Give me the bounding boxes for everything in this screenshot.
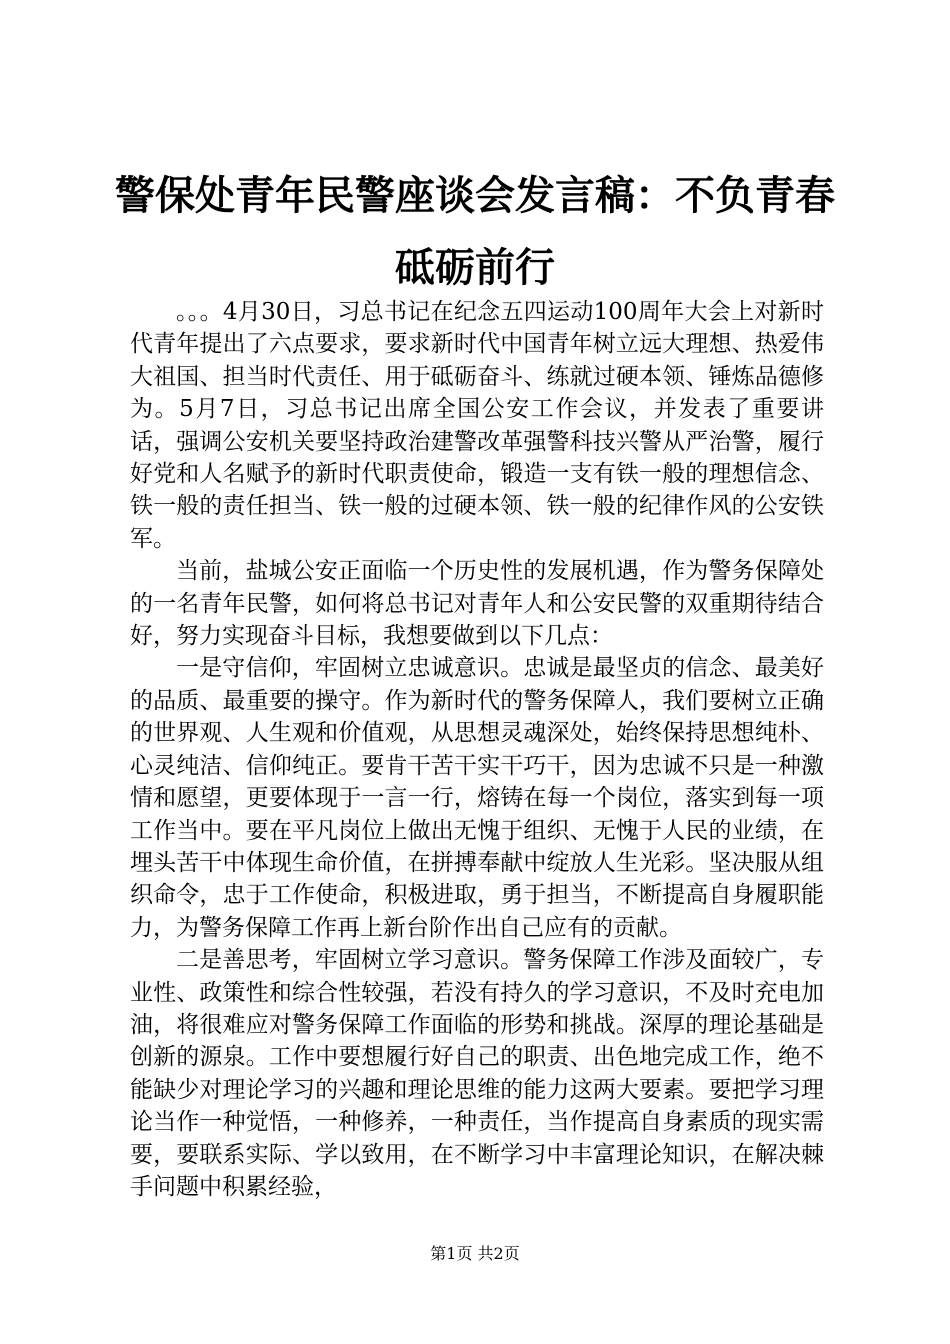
paragraph-2: 当前，盐城公安正面临一个历史性的发展机遇，作为警务保障处的一名青年民警，如何将总书记对青年人和公安民警的双重期待结合好，努力实现奋斗目标，我想要做到以下几点： — [130, 558, 824, 650]
paragraph-4: 二是善思考，牢固树立学习意识。警务保障工作涉及面较广，专业性、政策性和综合性较强，若没有持久的学习意识，不及时充电加油，将很难应对警务保障工作面临的形势和挑战。深厚的理论基础是创新的源泉。工作中要想履行好自己的职责、出色地完成工作，绝不能缺少对理论学习的兴趣和理论思维的能力这两大要素。要把学习理论当作一种觉悟，一种修养，一种责任，当作提高自身素质的现实需要，要联系实际、学以致用，在不断学习中丰富理论知识，在解决棘手问题中积累经验， — [130, 947, 824, 1200]
page-number-footer: 第1页 共2页 — [430, 1244, 520, 1263]
document-title: 警保处青年民警座谈会发言稿：不负青春砥砺前行 — [115, 172, 835, 291]
document-body — [130, 296, 824, 1203]
paragraph-1: 。。。4月30日，习总书记在纪念五四运动100周年大会上对新时代青年提出了六点要求，要求新时代中国青年树立远大理想、热爱伟大祖国、担当时代责任、用于砥砺奋斗、练就过硬本领、锤炼品德修为。5月7日，习总书记出席全国公安工作会议，并发表了重要讲话，强调公安机关要坚持政治建警改革强警科技兴警从严治警，履行好党和人名赋予的新时代职责使命，锻造一支有铁一般的理想信念、铁一般的责任担当、铁一般的过硬本领、铁一般的纪律作风的公安铁军。 — [130, 299, 824, 552]
paragraph-3: 一是守信仰，牢固树立忠诚意识。忠诚是最坚贞的信念、最美好的品质、最重要的操守。作为新时代的警务保障人，我们要树立正确的世界观、人生观和价值观，从思想灵魂深处，始终保持思想纯朴、心灵纯洁、信仰纯正。要肯干苦干实干巧干，因为忠诚不只是一种激情和愿望，更要体现于一言一行，熔铸在每一个岗位，落实到每一项工作当中。要在平凡岗位上做出无愧于组织、无愧于人民的业绩，在埋头苦干中体现生命价值，在拼搏奉献中绽放人生光彩。坚决服从组织命令，忠于工作使命，积极进取，勇于担当，不断提高自身履职能力，为警务保障工作再上新台阶作出自己应有的贡献。 — [130, 655, 824, 941]
